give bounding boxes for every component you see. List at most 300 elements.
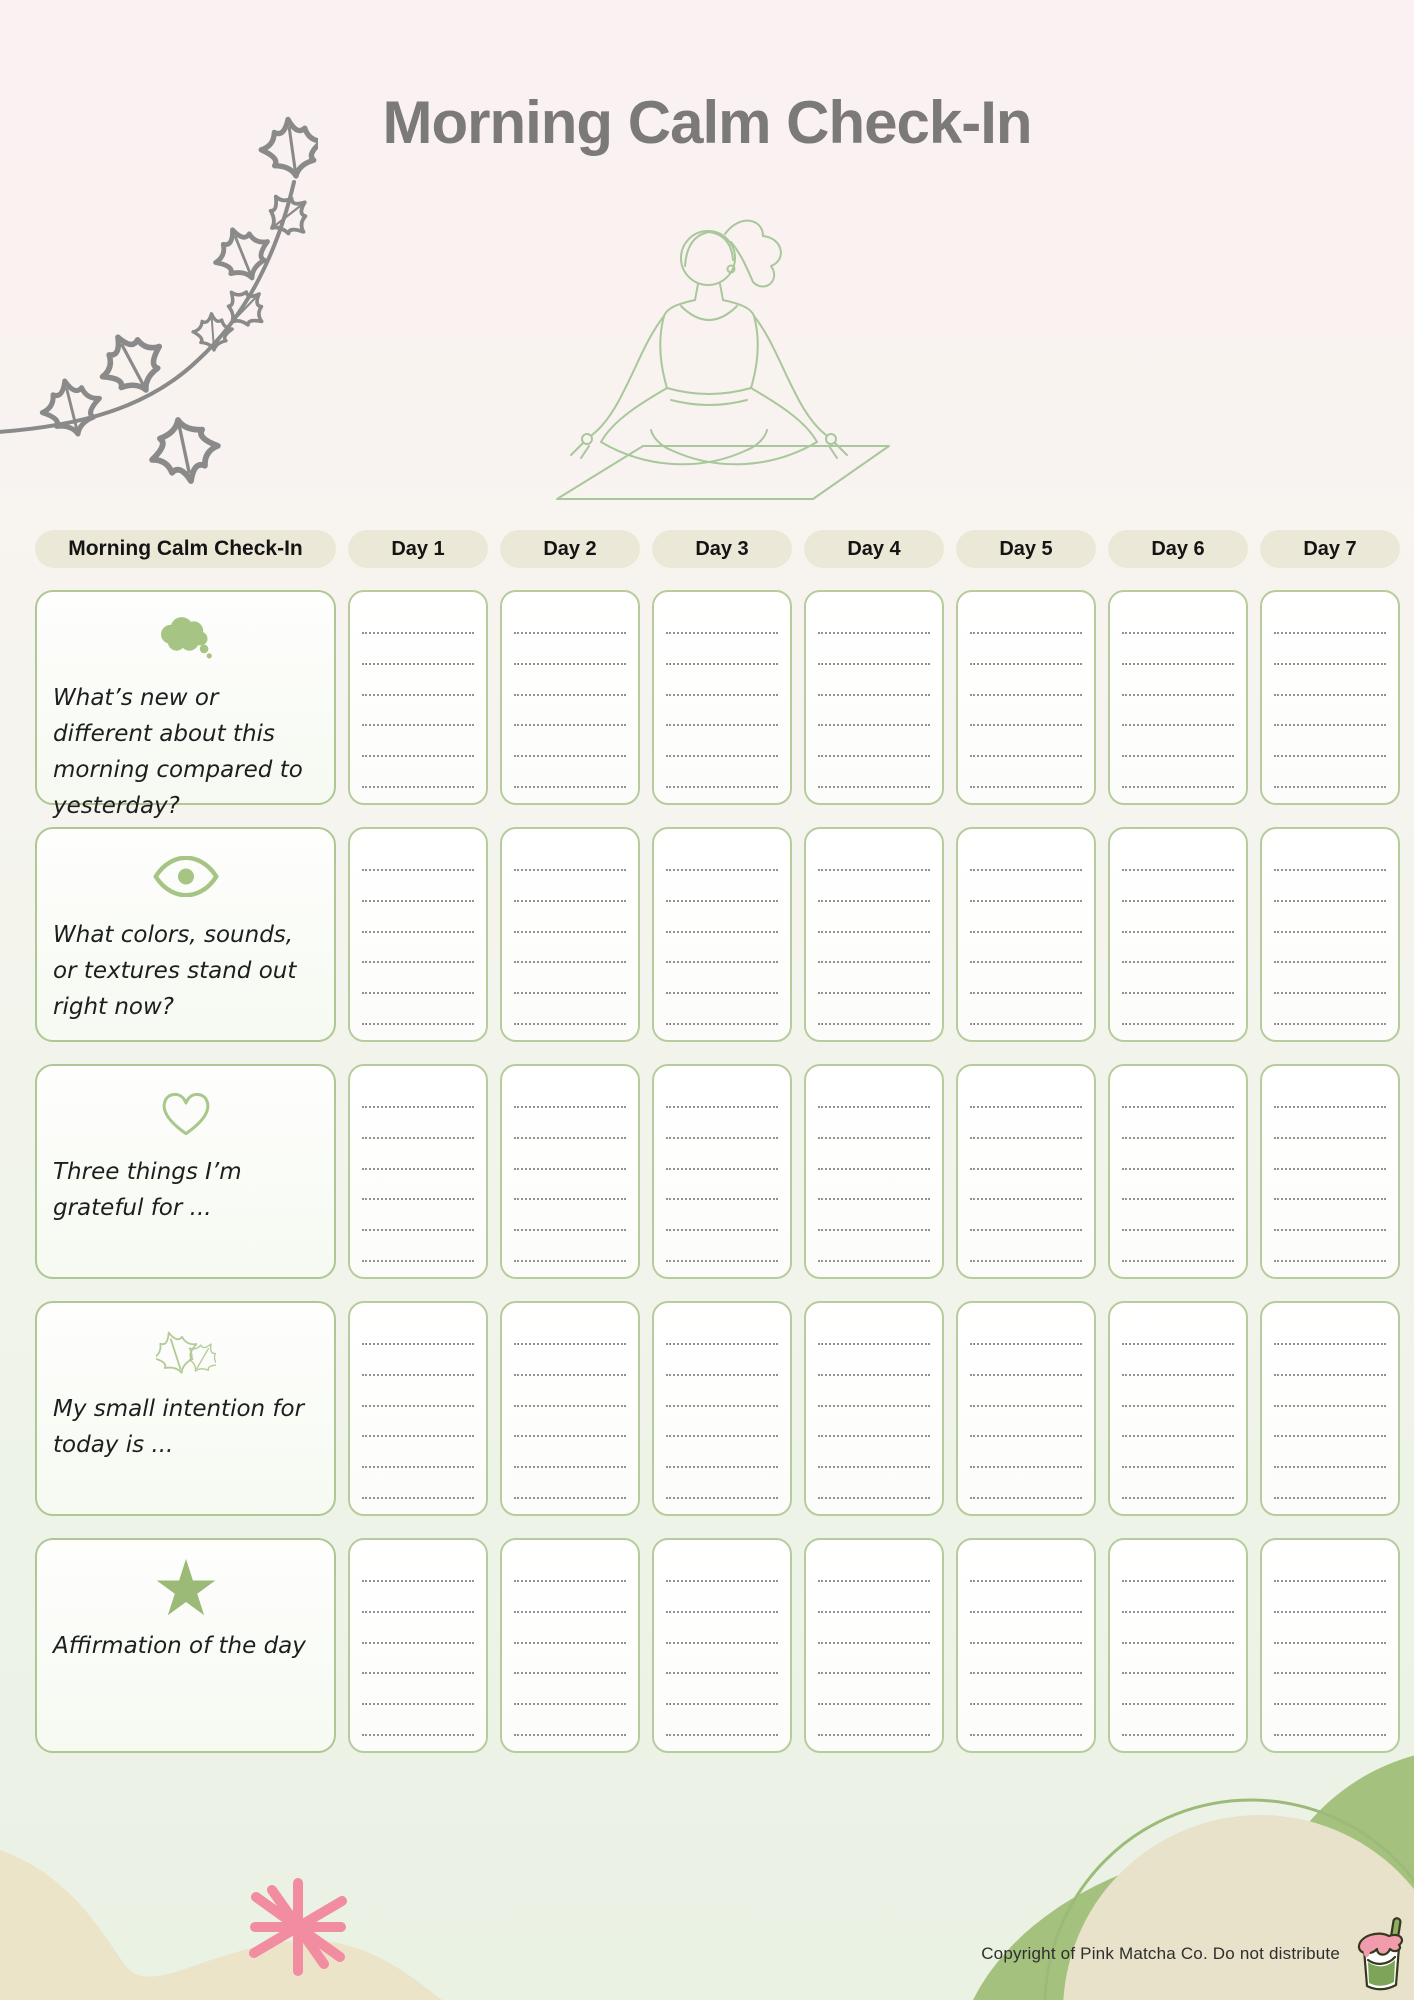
writing-line: [1274, 1734, 1386, 1736]
heart-icon: [53, 1080, 318, 1146]
writing-line: [1122, 931, 1234, 933]
writing-line: [514, 663, 626, 665]
writing-line: [1274, 1260, 1386, 1262]
writing-line: [1122, 1580, 1234, 1582]
writing-line: [1274, 869, 1386, 871]
writing-line: [970, 1672, 1082, 1674]
writing-line: [818, 1497, 930, 1499]
writing-lines: [1274, 1106, 1386, 1262]
writing-line: [362, 1466, 474, 1468]
writing-line: [970, 786, 1082, 788]
prompt-text-row3: Three things I’m grateful for ...: [53, 1159, 242, 1221]
writing-line: [970, 1168, 1082, 1170]
day-header-day4: Day 4: [804, 530, 944, 568]
writing-line: [362, 1405, 474, 1407]
writing-line: [666, 1435, 778, 1437]
writing-line: [1122, 632, 1234, 634]
matcha-drink-icon: [1350, 1916, 1414, 1994]
writing-line: [1122, 1343, 1234, 1345]
writing-lines: [1122, 1343, 1234, 1499]
prompt-text-row5: Affirmation of the day: [53, 1633, 306, 1659]
day-header-day6: Day 6: [1108, 530, 1248, 568]
writing-line: [666, 961, 778, 963]
writing-line: [1274, 1198, 1386, 1200]
writing-lines: [362, 1343, 474, 1499]
writing-line: [362, 755, 474, 757]
writing-line: [666, 1198, 778, 1200]
writing-line: [666, 694, 778, 696]
writing-line: [666, 1580, 778, 1582]
writing-line: [818, 1435, 930, 1437]
writing-line: [818, 1106, 930, 1108]
writing-lines: [1122, 1580, 1234, 1736]
writing-line: [818, 1466, 930, 1468]
writing-line: [362, 869, 474, 871]
writing-line: [1274, 1137, 1386, 1139]
writing-line: [514, 632, 626, 634]
writing-line: [970, 755, 1082, 757]
writing-line: [666, 1672, 778, 1674]
writing-line: [362, 1023, 474, 1025]
writing-line: [1122, 1642, 1234, 1644]
writing-line: [970, 1229, 1082, 1231]
writing-lines: [1274, 1343, 1386, 1499]
writing-line: [818, 786, 930, 788]
writing-line: [362, 1229, 474, 1231]
writing-line: [818, 694, 930, 696]
writing-line: [514, 1023, 626, 1025]
writing-line: [818, 1580, 930, 1582]
writing-line: [818, 1168, 930, 1170]
meditating-woman-illustration: [492, 208, 928, 508]
writing-lines: [1274, 632, 1386, 788]
writing-line: [666, 1466, 778, 1468]
writing-line: [1274, 1168, 1386, 1170]
writing-line: [818, 1405, 930, 1407]
writing-line: [970, 1734, 1082, 1736]
prompt-cell-row4: [35, 1301, 336, 1516]
writing-line: [1122, 869, 1234, 871]
writing-line: [514, 755, 626, 757]
writing-line: [1122, 1023, 1234, 1025]
writing-line: [1274, 1497, 1386, 1499]
prompt-text-row1: What’s new or different about this morning compared to yesterday?: [53, 685, 303, 819]
writing-line: [1122, 900, 1234, 902]
writing-line: [818, 1260, 930, 1262]
writing-line: [514, 900, 626, 902]
eye-icon: [53, 843, 318, 909]
writing-line: [666, 1343, 778, 1345]
writing-line: [362, 1260, 474, 1262]
writing-line: [818, 1374, 930, 1376]
prompt-cell-row3: [35, 1064, 336, 1279]
writing-line: [514, 1137, 626, 1139]
writing-line: [1122, 1168, 1234, 1170]
writing-line: [970, 1137, 1082, 1139]
writing-line: [1122, 961, 1234, 963]
writing-line: [514, 786, 626, 788]
entry-cell-row4-day5: [956, 1301, 1096, 1516]
writing-line: [970, 1405, 1082, 1407]
page-title: Morning Calm Check-In: [382, 89, 1032, 156]
writing-line: [1122, 1435, 1234, 1437]
writing-line: [1274, 900, 1386, 902]
writing-lines: [818, 1580, 930, 1736]
writing-line: [1274, 1611, 1386, 1613]
writing-line: [818, 755, 930, 757]
writing-line: [1122, 1229, 1234, 1231]
writing-line: [514, 1435, 626, 1437]
writing-line: [1274, 1466, 1386, 1468]
writing-line: [1274, 1374, 1386, 1376]
entry-cell-row3-day7: [1260, 1064, 1400, 1279]
writing-line: [1274, 1405, 1386, 1407]
entry-cell-row4-day4: [804, 1301, 944, 1516]
writing-line: [362, 724, 474, 726]
entry-cell-row1-day3: [652, 590, 792, 805]
writing-line: [362, 1435, 474, 1437]
writing-line: [514, 1672, 626, 1674]
writing-lines: [970, 1580, 1082, 1736]
writing-line: [818, 900, 930, 902]
writing-line: [514, 1343, 626, 1345]
day-header-day7: Day 7: [1260, 530, 1400, 568]
entry-cell-row2-day5: [956, 827, 1096, 1042]
writing-lines: [970, 632, 1082, 788]
writing-lines: [818, 1106, 930, 1262]
writing-line: [1274, 663, 1386, 665]
writing-lines: [666, 1106, 778, 1262]
writing-line: [1274, 1435, 1386, 1437]
day-header-day5: Day 5: [956, 530, 1096, 568]
writing-line: [818, 1703, 930, 1705]
writing-line: [666, 1405, 778, 1407]
writing-line: [514, 694, 626, 696]
entry-cell-row5-day4: [804, 1538, 944, 1753]
writing-line: [666, 1642, 778, 1644]
entry-cell-row2-day3: [652, 827, 792, 1042]
writing-line: [970, 1023, 1082, 1025]
writing-lines: [1274, 869, 1386, 1025]
writing-line: [362, 694, 474, 696]
writing-line: [362, 900, 474, 902]
writing-line: [1274, 1229, 1386, 1231]
writing-line: [818, 869, 930, 871]
prompt-text-row2: What colors, sounds, or textures stand out right now?: [53, 922, 297, 1020]
writing-line: [818, 1734, 930, 1736]
entry-cell-row1-day5: [956, 590, 1096, 805]
writing-lines: [514, 1106, 626, 1262]
entry-cell-row5-day5: [956, 1538, 1096, 1753]
writing-line: [362, 1611, 474, 1613]
writing-line: [970, 900, 1082, 902]
entry-cell-row1-day7: [1260, 590, 1400, 805]
writing-line: [1274, 1642, 1386, 1644]
copyright-notice: Copyright of Pink Matcha Co. Do not distribute: [981, 1944, 1340, 1963]
writing-line: [1274, 931, 1386, 933]
day-header-day1: Day 1: [348, 530, 488, 568]
writing-line: [1122, 1672, 1234, 1674]
writing-line: [514, 1703, 626, 1705]
writing-line: [818, 931, 930, 933]
writing-lines: [666, 869, 778, 1025]
thought-cloud-icon: [53, 606, 318, 672]
table-header-label: Morning Calm Check-In: [35, 530, 336, 568]
writing-line: [362, 1106, 474, 1108]
prompt-text-row4: My small intention for today is ...: [53, 1396, 305, 1458]
entry-cell-row1-day6: [1108, 590, 1248, 805]
writing-line: [1122, 1497, 1234, 1499]
entry-cell-row4-day6: [1108, 1301, 1248, 1516]
writing-line: [1122, 992, 1234, 994]
writing-line: [362, 663, 474, 665]
entry-cell-row4-day3: [652, 1301, 792, 1516]
writing-line: [666, 786, 778, 788]
entry-cell-row5-day7: [1260, 1538, 1400, 1753]
writing-line: [970, 1497, 1082, 1499]
writing-line: [970, 1466, 1082, 1468]
writing-line: [666, 1106, 778, 1108]
writing-line: [362, 1343, 474, 1345]
writing-line: [666, 1734, 778, 1736]
writing-line: [666, 1229, 778, 1231]
writing-line: [818, 632, 930, 634]
writing-line: [362, 1168, 474, 1170]
star-icon: [53, 1554, 318, 1620]
writing-lines: [818, 632, 930, 788]
writing-lines: [1122, 1106, 1234, 1262]
entry-cell-row5-day2: [500, 1538, 640, 1753]
writing-line: [1122, 786, 1234, 788]
entry-cell-row1-day4: [804, 590, 944, 805]
writing-line: [818, 1023, 930, 1025]
writing-line: [1122, 694, 1234, 696]
writing-lines: [362, 869, 474, 1025]
writing-line: [1274, 724, 1386, 726]
writing-line: [970, 1106, 1082, 1108]
writing-line: [666, 931, 778, 933]
writing-line: [1122, 1137, 1234, 1139]
writing-lines: [1274, 1580, 1386, 1736]
writing-line: [1274, 632, 1386, 634]
writing-line: [1274, 1672, 1386, 1674]
writing-line: [970, 1611, 1082, 1613]
writing-line: [970, 663, 1082, 665]
check-in-table: [35, 530, 1400, 1753]
entry-cell-row3-day1: [348, 1064, 488, 1279]
writing-line: [970, 1260, 1082, 1262]
writing-lines: [818, 1343, 930, 1499]
writing-lines: [514, 1343, 626, 1499]
entry-cell-row3-day3: [652, 1064, 792, 1279]
writing-lines: [1122, 869, 1234, 1025]
writing-line: [1122, 1106, 1234, 1108]
writing-line: [970, 961, 1082, 963]
writing-line: [514, 869, 626, 871]
writing-line: [1274, 786, 1386, 788]
writing-line: [514, 961, 626, 963]
entry-cell-row3-day6: [1108, 1064, 1248, 1279]
beige-blob: [0, 1850, 442, 2000]
writing-line: [666, 1374, 778, 1376]
writing-line: [514, 931, 626, 933]
entry-cell-row2-day1: [348, 827, 488, 1042]
writing-line: [666, 992, 778, 994]
writing-line: [514, 1611, 626, 1613]
writing-line: [1122, 1703, 1234, 1705]
writing-line: [1274, 1106, 1386, 1108]
writing-lines: [514, 869, 626, 1025]
writing-line: [362, 961, 474, 963]
writing-line: [514, 1405, 626, 1407]
writing-line: [818, 1198, 930, 1200]
writing-line: [818, 1672, 930, 1674]
writing-line: [666, 869, 778, 871]
writing-line: [1122, 755, 1234, 757]
writing-line: [666, 1260, 778, 1262]
writing-line: [970, 1374, 1082, 1376]
day-header-day2: Day 2: [500, 530, 640, 568]
writing-line: [362, 931, 474, 933]
writing-line: [818, 1343, 930, 1345]
writing-line: [1122, 1260, 1234, 1262]
writing-line: [362, 1374, 474, 1376]
writing-line: [514, 1168, 626, 1170]
writing-line: [666, 1168, 778, 1170]
writing-line: [666, 1137, 778, 1139]
writing-line: [514, 992, 626, 994]
entry-cell-row2-day7: [1260, 827, 1400, 1042]
writing-lines: [362, 1106, 474, 1262]
writing-line: [970, 992, 1082, 994]
writing-line: [514, 724, 626, 726]
writing-line: [1122, 1405, 1234, 1407]
prompt-cell-row2: [35, 827, 336, 1042]
writing-line: [970, 869, 1082, 871]
writing-line: [666, 1023, 778, 1025]
writing-line: [362, 1734, 474, 1736]
writing-line: [1274, 755, 1386, 757]
writing-lines: [818, 869, 930, 1025]
entry-cell-row3-day5: [956, 1064, 1096, 1279]
entry-cell-row2-day4: [804, 827, 944, 1042]
writing-line: [1122, 1466, 1234, 1468]
writing-lines: [970, 869, 1082, 1025]
prompt-cell-row5: [35, 1538, 336, 1753]
writing-line: [818, 1137, 930, 1139]
writing-lines: [970, 1343, 1082, 1499]
writing-line: [362, 1497, 474, 1499]
writing-line: [514, 1734, 626, 1736]
writing-line: [1122, 1198, 1234, 1200]
writing-line: [514, 1260, 626, 1262]
writing-line: [1122, 1611, 1234, 1613]
day-header-day3: Day 3: [652, 530, 792, 568]
writing-line: [818, 1611, 930, 1613]
writing-line: [514, 1229, 626, 1231]
writing-line: [970, 1198, 1082, 1200]
writing-line: [514, 1106, 626, 1108]
writing-line: [818, 724, 930, 726]
writing-line: [666, 1703, 778, 1705]
entry-cell-row2-day2: [500, 827, 640, 1042]
writing-line: [1274, 1343, 1386, 1345]
writing-line: [666, 663, 778, 665]
writing-line: [970, 931, 1082, 933]
writing-line: [362, 1672, 474, 1674]
entry-cell-row5-day6: [1108, 1538, 1248, 1753]
writing-line: [514, 1642, 626, 1644]
entry-cell-row4-day1: [348, 1301, 488, 1516]
writing-line: [1274, 961, 1386, 963]
entry-cell-row1-day1: [348, 590, 488, 805]
writing-line: [970, 1343, 1082, 1345]
entry-cell-row2-day6: [1108, 827, 1248, 1042]
writing-line: [514, 1497, 626, 1499]
writing-line: [1122, 663, 1234, 665]
prompt-cell-row1: [35, 590, 336, 819]
writing-line: [970, 1580, 1082, 1582]
leaves-icon: [53, 1317, 318, 1383]
writing-lines: [362, 632, 474, 788]
writing-line: [818, 961, 930, 963]
writing-lines: [514, 632, 626, 788]
writing-lines: [970, 1106, 1082, 1262]
entry-cell-row5-day3: [652, 1538, 792, 1753]
writing-lines: [666, 1580, 778, 1736]
writing-line: [1122, 1734, 1234, 1736]
writing-line: [514, 1580, 626, 1582]
writing-line: [1274, 1023, 1386, 1025]
entry-cell-row4-day2: [500, 1301, 640, 1516]
writing-line: [666, 900, 778, 902]
writing-lines: [362, 1580, 474, 1736]
writing-line: [666, 724, 778, 726]
writing-line: [362, 1703, 474, 1705]
entry-cell-row3-day4: [804, 1064, 944, 1279]
writing-line: [362, 1580, 474, 1582]
entry-cell-row1-day2: [500, 590, 640, 805]
writing-line: [970, 632, 1082, 634]
writing-lines: [666, 1343, 778, 1499]
writing-line: [362, 1198, 474, 1200]
writing-line: [970, 1435, 1082, 1437]
writing-line: [970, 694, 1082, 696]
writing-line: [514, 1466, 626, 1468]
writing-line: [818, 992, 930, 994]
writing-line: [514, 1198, 626, 1200]
writing-line: [362, 1642, 474, 1644]
writing-line: [818, 1229, 930, 1231]
writing-lines: [1122, 632, 1234, 788]
writing-line: [970, 1642, 1082, 1644]
writing-line: [1122, 724, 1234, 726]
entry-cell-row4-day7: [1260, 1301, 1400, 1516]
writing-line: [1274, 1580, 1386, 1582]
writing-line: [666, 755, 778, 757]
writing-line: [666, 1611, 778, 1613]
writing-lines: [514, 1580, 626, 1736]
writing-line: [514, 1374, 626, 1376]
entry-cell-row3-day2: [500, 1064, 640, 1279]
writing-line: [362, 1137, 474, 1139]
writing-line: [666, 1497, 778, 1499]
writing-line: [666, 632, 778, 634]
writing-line: [818, 1642, 930, 1644]
writing-line: [1274, 992, 1386, 994]
writing-line: [1274, 694, 1386, 696]
writing-lines: [666, 632, 778, 788]
